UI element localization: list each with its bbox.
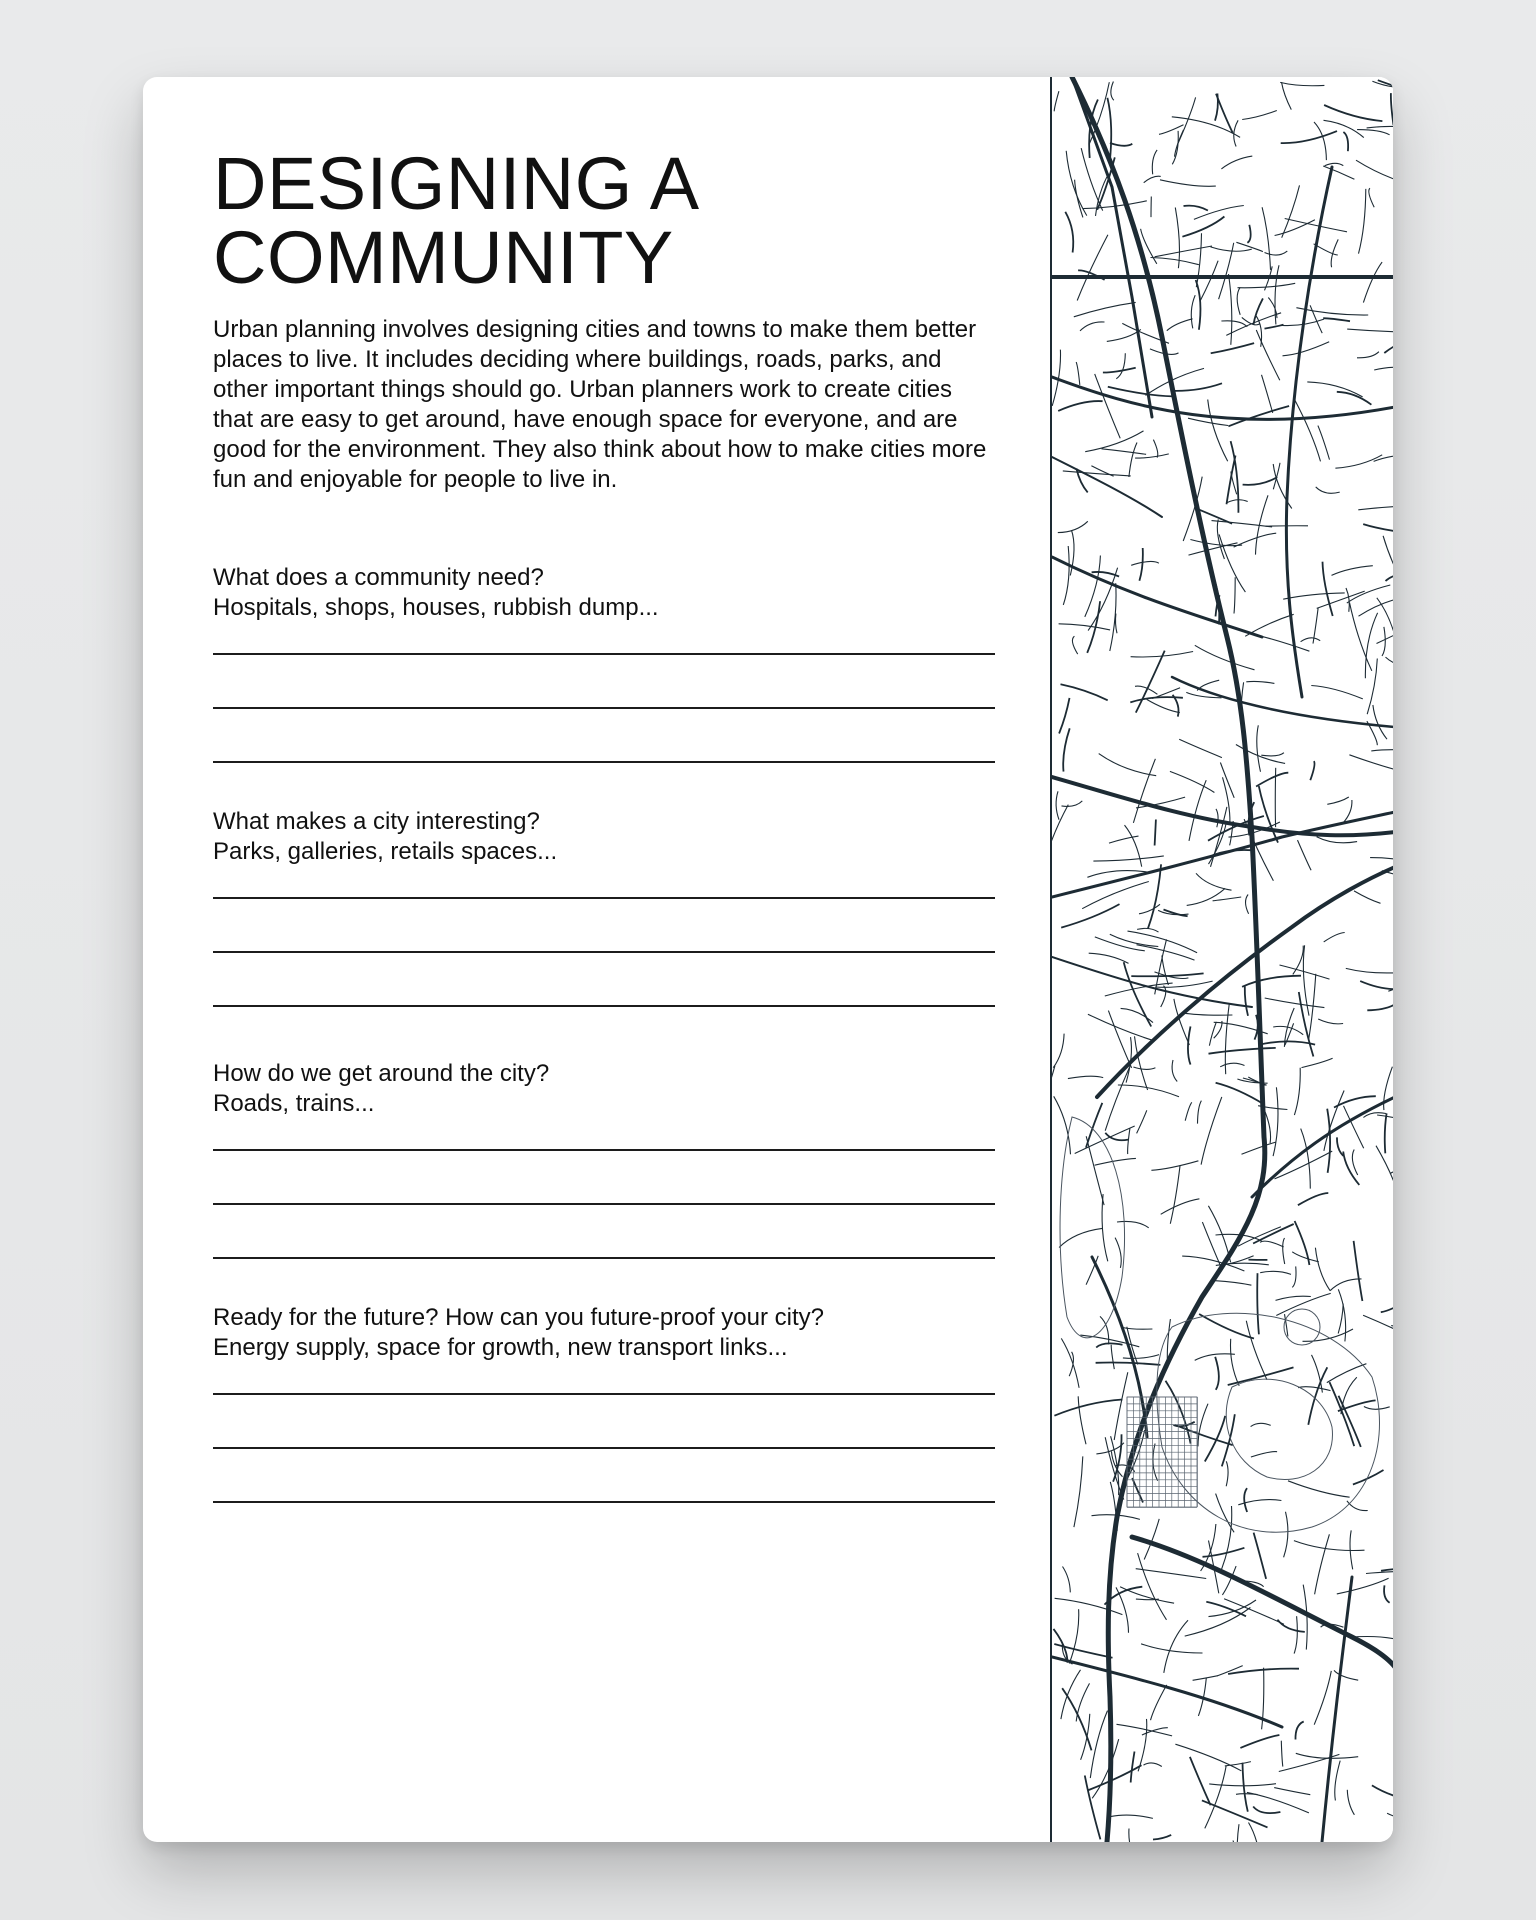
answer-line[interactable] [213,707,995,709]
answer-line[interactable] [213,1149,995,1151]
answer-line[interactable] [213,897,995,899]
question-section-3 [213,1059,993,1259]
answer-line[interactable] [213,761,995,763]
question-text: How do we get around the city? [213,1060,550,1087]
map-icon [1052,77,1393,1842]
question-text: What makes a city interesting? [213,808,540,835]
question-section-2 [213,807,993,1007]
question-hint: Hospitals, shops, houses, rubbish dump... [213,594,659,621]
worksheet-content [213,142,993,1555]
page-title: DESIGNING A COMMUNITY [213,142,696,299]
answer-line[interactable] [213,653,995,655]
question-hint: Parks, galleries, retails spaces... [213,838,558,865]
answer-line[interactable] [213,1501,995,1503]
question-text: Ready for the future? How can you future-proof your city? [213,1304,824,1331]
intro-paragraph: Urban planning involves designing cities and towns to make them better places to live. It includes deciding where buildings, roads, parks, and other important things should go. Urban planners work to create cities that are easy to get around, have enough space for everyone, and are good for the environment. They also think about how to make cities more fun and enjoyable for people to live in. [213,316,987,493]
question-hint: Energy supply, space for growth, new transport links... [213,1334,788,1361]
answer-line[interactable] [213,1393,995,1395]
question-section-4 [213,1303,993,1503]
answer-line[interactable] [213,1257,995,1259]
question-hint: Roads, trains... [213,1090,375,1117]
answer-line[interactable] [213,1005,995,1007]
street-map-illustration [1050,77,1393,1842]
answer-line[interactable] [213,1447,995,1449]
question-section-1 [213,563,993,763]
answer-line[interactable] [213,951,995,953]
question-text: What does a community need? [213,564,544,591]
answer-line[interactable] [213,1203,995,1205]
worksheet-page [143,77,1393,1842]
